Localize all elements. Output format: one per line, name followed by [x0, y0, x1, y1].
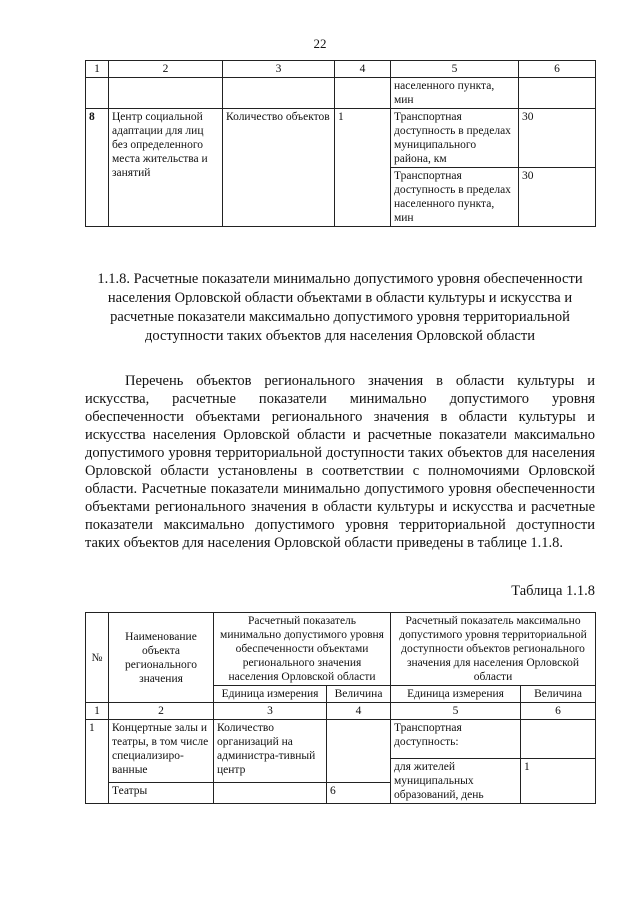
carry-over-cell: населенного пункта, мин	[391, 78, 519, 109]
access-value: 30	[519, 168, 596, 227]
access-value: 1	[521, 759, 596, 804]
header-num: №	[86, 613, 109, 703]
header-cell: 4	[335, 61, 391, 78]
value-cell: 1	[335, 109, 391, 227]
header-cell: 6	[519, 61, 596, 78]
index-cell: 4	[327, 703, 391, 720]
access-title: Транспортная доступность:	[391, 720, 521, 759]
row-number: 8	[86, 109, 109, 227]
unit-cell: Количество организаций на администра-тивный центр	[214, 720, 327, 783]
table-row	[86, 720, 596, 759]
header-cell: 2	[109, 61, 223, 78]
access-sub: для жителей муниципальных образований, день	[391, 759, 521, 804]
access-cell: Транспортная доступность в пределах населенного пункта, мин	[391, 168, 519, 227]
value-cell: 6	[327, 783, 391, 804]
header-value: Величина	[521, 686, 596, 703]
index-cell: 5	[391, 703, 521, 720]
header-unit: Единица измерения	[214, 686, 327, 703]
header-cell: 5	[391, 61, 519, 78]
header-unit: Единица измерения	[391, 686, 521, 703]
access-value: 30	[519, 109, 596, 168]
table-header-row	[86, 613, 596, 686]
index-cell: 6	[521, 703, 596, 720]
section-paragraph: Перечень объектов регионального значения в области культуры и искусства, расчетные показатели минимально допустимого уровня обеспеченности объектами регионального значения в области культуры и искусства населения Орловской области и расчетные показатели максимально допустимого уровня территориальной доступности таких объектов для населения Орловской области установлены в соответствии с полномочиями Орловской области. Расчетные показатели минимально допустимого уровня обеспеченности объектами регионального значения в области культуры и искусства и расчетные показатели максимально допустимого уровня территориальной доступности таких объектов для населения Орловской области приведены в таблице 1.1.8.	[85, 373, 595, 551]
table-header-row	[86, 61, 596, 78]
table-row	[86, 78, 596, 109]
table-row	[86, 109, 596, 168]
header-cell: 3	[223, 61, 335, 78]
index-cell: 2	[109, 703, 214, 720]
row-number: 1	[86, 720, 109, 804]
value-cell	[327, 720, 391, 783]
top-table	[85, 60, 596, 227]
table-index-row	[86, 703, 596, 720]
unit-cell: Количество объектов	[223, 109, 335, 227]
page-number: 22	[313, 36, 327, 51]
object-name: Центр социальной адаптации для лиц без определенного места жительства и занятий	[109, 109, 223, 227]
main-table	[85, 612, 596, 804]
header-min-indicator: Расчетный показатель минимально допустимого уровня обеспеченности объектами регионального значения населения Орловской области	[214, 613, 391, 686]
access-cell: Транспортная доступность в пределах муниципального района, км	[391, 109, 519, 168]
header-max-indicator: Расчетный показатель максимально допустимого уровня территориальной доступности объектов регионального значения для населения Орловской области	[391, 613, 596, 686]
header-cell: 1	[86, 61, 109, 78]
section-heading: 1.1.8. Расчетные показатели минимально допустимого уровня обеспеченности населения Орловской области объектами в области культуры и искусства и расчетные показатели максимально допустимого уровня территориальной доступности таких объектов для населения Орловской области	[97, 271, 583, 344]
table-caption: Таблица 1.1.8	[511, 583, 595, 599]
index-cell: 3	[214, 703, 327, 720]
header-value: Величина	[327, 686, 391, 703]
object-name: Концертные залы и театры, в том числе специализиро-ванные	[109, 720, 214, 783]
index-cell: 1	[86, 703, 109, 720]
header-name: Наименование объекта регионального значения	[109, 613, 214, 703]
object-name: Театры	[109, 783, 214, 804]
